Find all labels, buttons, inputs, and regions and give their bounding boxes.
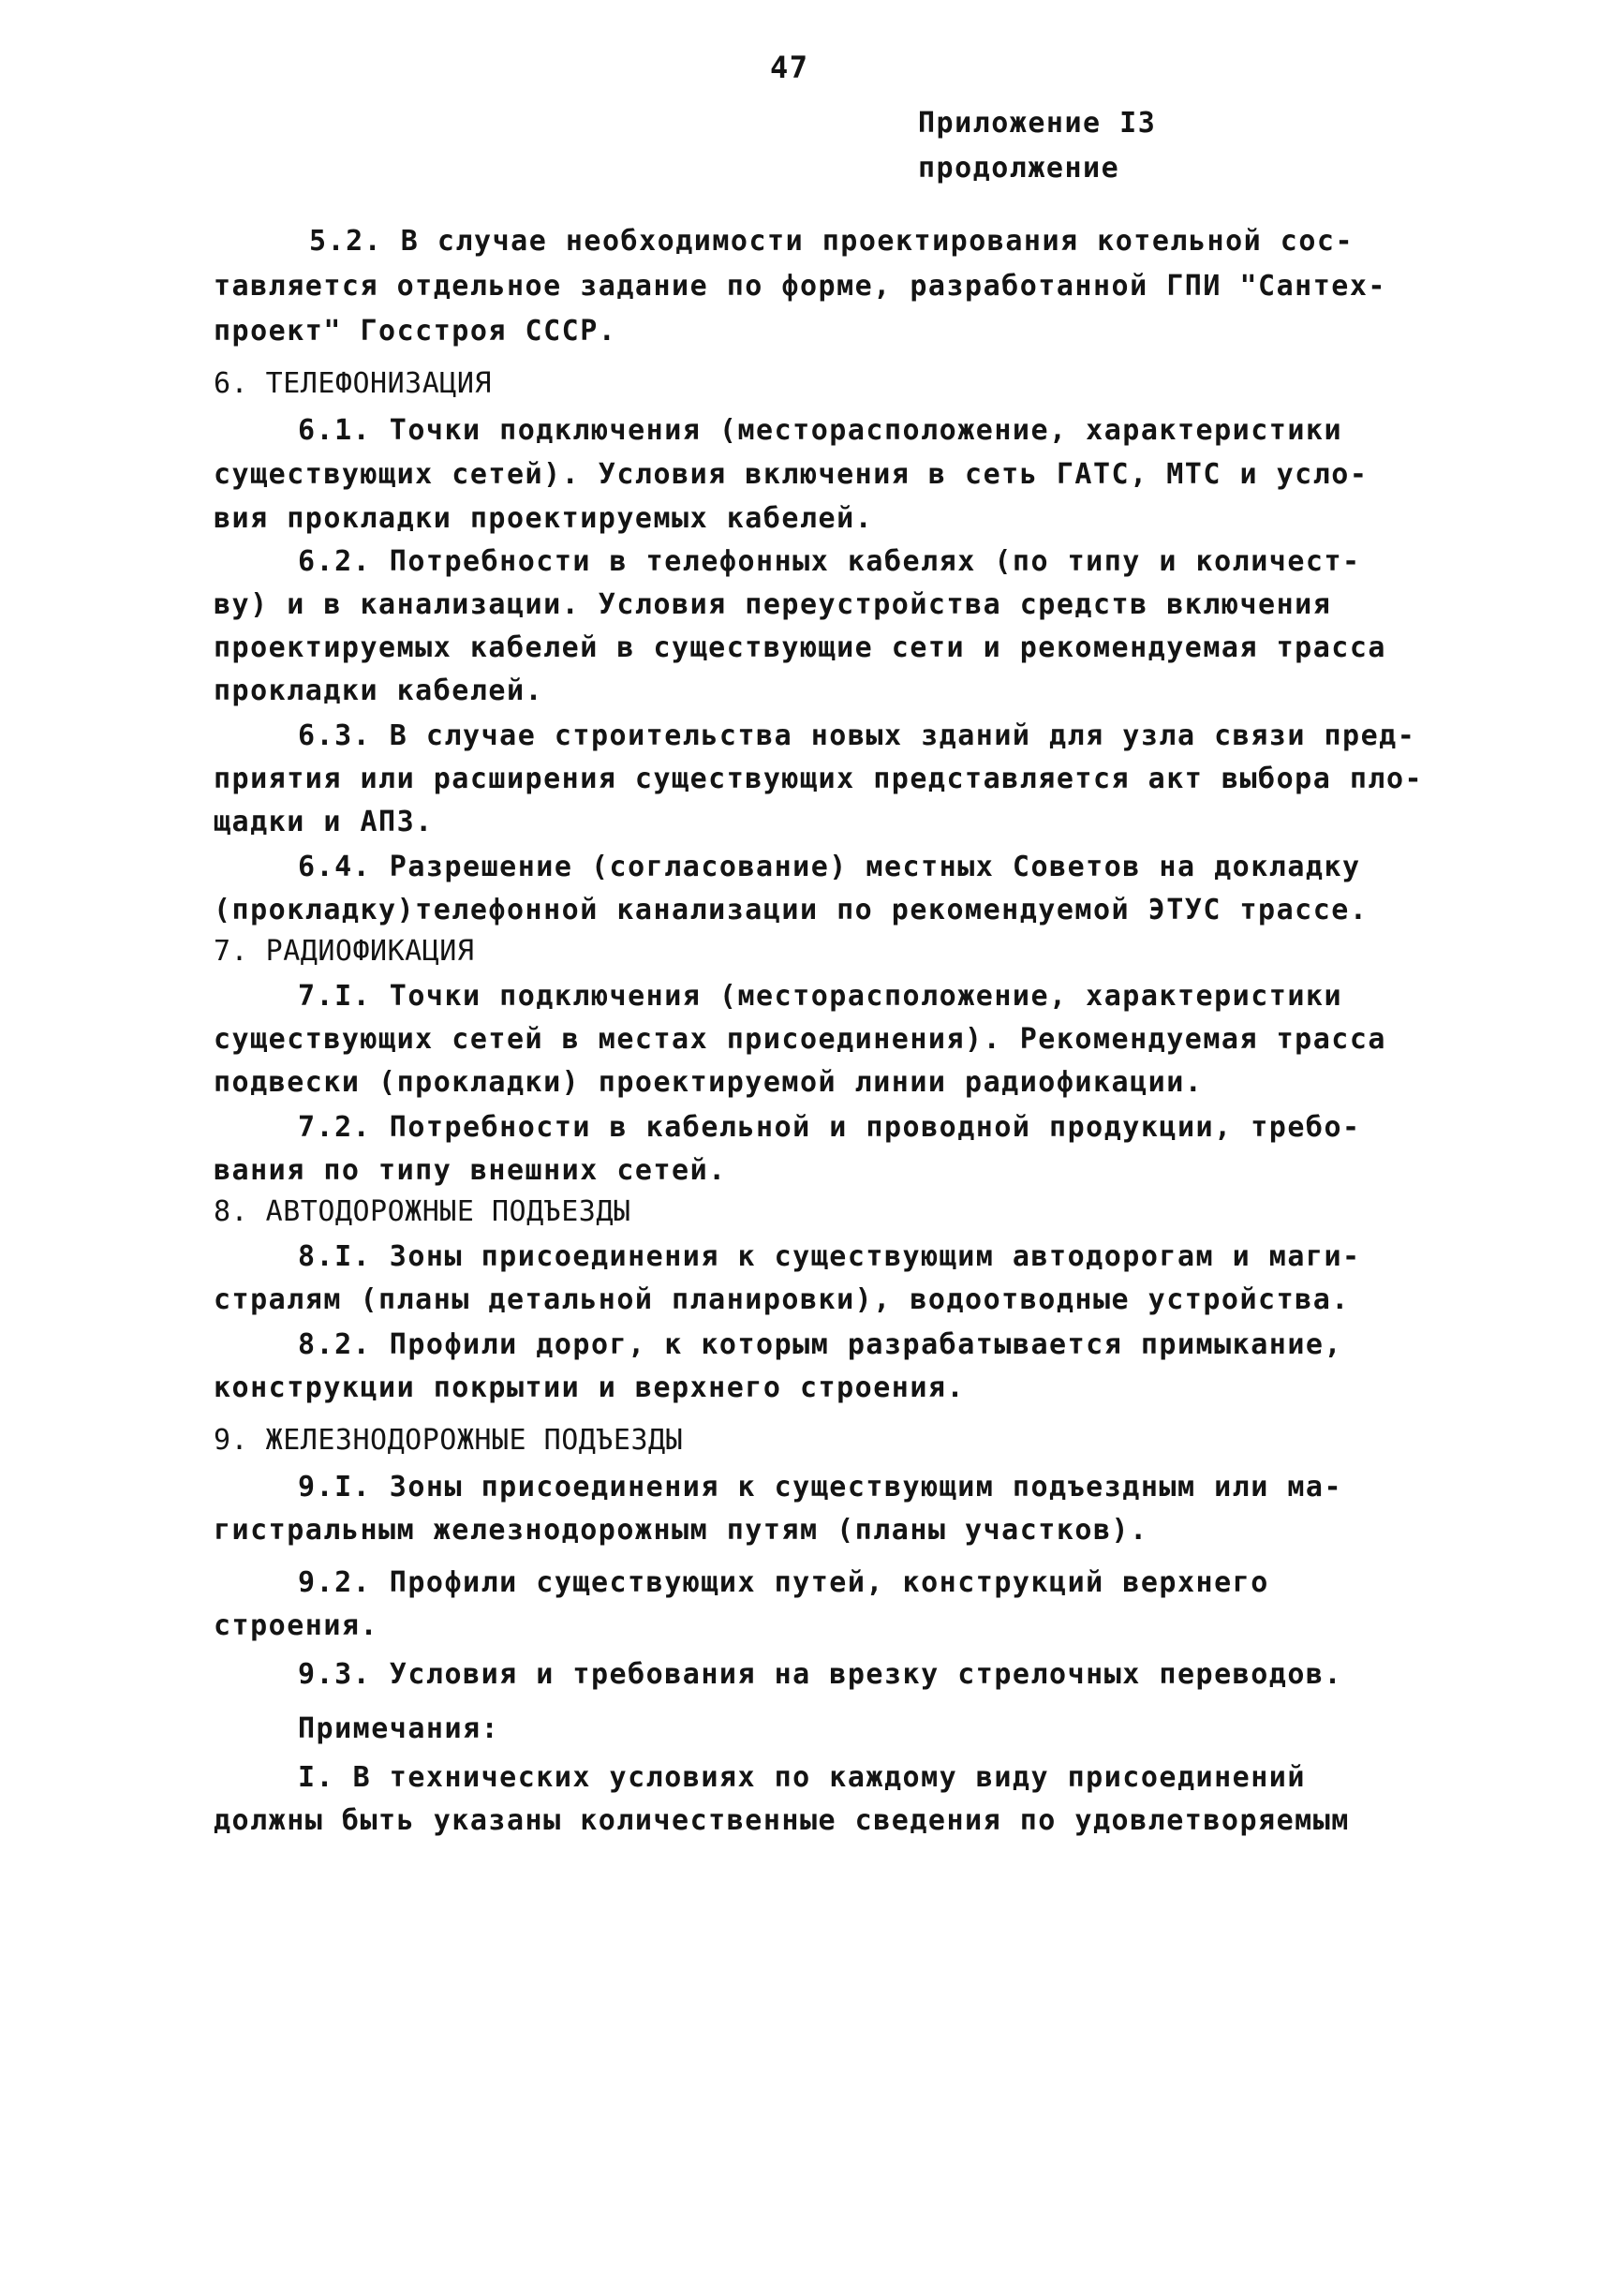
text-line: 6.4. Разрешение (согласование) местных Советов на докладку <box>298 851 1361 883</box>
section-heading: 6. ТЕЛЕФОНИЗАЦИЯ <box>214 367 492 400</box>
text-line: 9.2. Профили существующих путей, конструкций верхнего <box>298 1566 1269 1599</box>
text-line: должны быть указаны количественные сведения по удовлетворяемым <box>214 1804 1350 1837</box>
notes-heading: Примечания: <box>298 1712 500 1745</box>
text-line: 8.2. Профили дорог, к которым разрабатывается примыкание, <box>298 1328 1343 1361</box>
text-line: прокладки кабелей. <box>214 674 544 707</box>
text-line: 9.I. Зоны присоединения к существующим подъездным или ма- <box>298 1471 1343 1504</box>
text-line: приятия или расширения существующих представляется акт выбора пло- <box>214 763 1424 795</box>
text-line: 7.I. Точки подключения (месторасположение, характеристики <box>298 980 1343 1013</box>
text-line: проект" Госстроя СССР. <box>214 315 617 348</box>
text-line: вия прокладки проектируемых кабелей. <box>214 502 874 535</box>
appendix-continuation: продолжение <box>918 152 1120 185</box>
text-line: подвески (прокладки) проектируемой линии радиофикации. <box>214 1066 1204 1099</box>
text-line: строения. <box>214 1609 379 1642</box>
text-line: 7.2. Потребности в кабельной и проводной продукции, требо- <box>298 1111 1361 1144</box>
section-heading: 9. ЖЕЛЕЗНОДОРОЖНЫЕ ПОДЪЕЗДЫ <box>214 1424 684 1457</box>
section-heading: 7. РАДИОФИКАЦИЯ <box>214 935 475 968</box>
section-heading: 8. АВТОДОРОЖНЫЕ ПОДЪЕЗДЫ <box>214 1195 631 1228</box>
text-line: ву) и в канализации. Условия переустройства средств включения <box>214 588 1332 621</box>
text-line: 8.I. Зоны присоединения к существующим автодорогам и маги- <box>298 1240 1361 1273</box>
text-line: гистральным железнодорожным путям (планы участков). <box>214 1514 1148 1547</box>
text-line: (прокладку)телефонной канализации по рекомендуемой ЭТУС трассе. <box>214 894 1369 926</box>
text-line: 6.2. Потребности в телефонных кабелях (по типу и количест- <box>298 545 1361 578</box>
text-line: существующих сетей). Условия включения в сеть ГАТС, МТС и усло- <box>214 458 1369 491</box>
text-line: вания по типу внешних сетей. <box>214 1154 727 1187</box>
text-line: 6.3. В случае строительства новых зданий для узла связи пред- <box>298 719 1416 752</box>
text-line: существующих сетей в местах присоединения). Рекомендуемая трасса <box>214 1023 1386 1056</box>
text-line: проектируемых кабелей в существующие сети и рекомендуемая трасса <box>214 631 1386 664</box>
appendix-title: Приложение I3 <box>918 107 1157 140</box>
text-line: конструкции покрытии и верхнего строения. <box>214 1371 966 1404</box>
page-number: 47 <box>770 50 809 85</box>
text-line: 6.1. Точки подключения (месторасположение, характеристики <box>298 414 1343 447</box>
text-line: тавляется отдельное задание по форме, разработанной ГПИ "Сантех- <box>214 270 1386 303</box>
text-line: стралям (планы детальной планировки), водоотводные устройства. <box>214 1283 1350 1316</box>
text-line: I. В технических условиях по каждому виду присоединений <box>298 1761 1306 1794</box>
text-line: 5.2. В случае необходимости проектирования котельной сос- <box>309 225 1355 258</box>
text-line: 9.3. Условия и требования на врезку стрелочных переводов. <box>298 1658 1343 1691</box>
text-line: щадки и АПЗ. <box>214 806 434 838</box>
